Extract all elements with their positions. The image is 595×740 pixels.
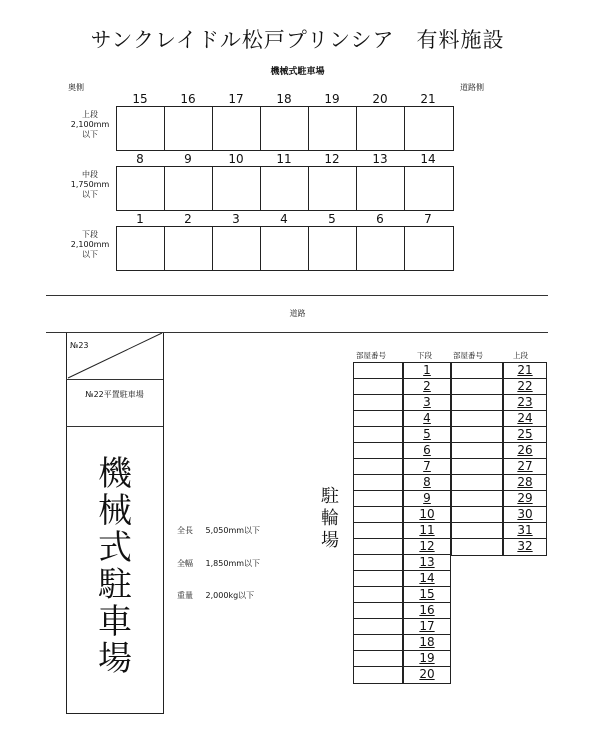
- level-limit: 2,100mm: [70, 240, 110, 249]
- bike-slot-number: 10: [404, 507, 450, 523]
- room-number-cell: [354, 443, 402, 459]
- room-number-cell: [354, 475, 402, 491]
- slot-number: 9: [184, 152, 192, 166]
- bike-slot-number: 18: [404, 635, 450, 651]
- room-number-cell: [354, 539, 402, 555]
- room-number-cell: [354, 587, 402, 603]
- level-limit: 2,100mm: [70, 120, 110, 129]
- bike-slot-number: 22: [504, 379, 546, 395]
- slot-number: 5: [328, 212, 336, 226]
- spec-weight: [177, 590, 254, 601]
- spec-value: 5,050mm以下: [205, 526, 261, 535]
- slot-number: 20: [372, 92, 388, 106]
- bike-slot-number: 19: [404, 651, 450, 667]
- parking-slot: [165, 167, 213, 210]
- bike-slot-number: 4: [404, 411, 450, 427]
- bike-slot-number: 27: [504, 459, 546, 475]
- bike-slot-number: 15: [404, 587, 450, 603]
- room-number-cell: [452, 411, 502, 427]
- slot-number: 18: [276, 92, 292, 106]
- bike-slot-number: 7: [404, 459, 450, 475]
- bike-slot-number: 11: [404, 523, 450, 539]
- room-number-cell: [354, 395, 402, 411]
- level-name: 上段: [82, 110, 98, 119]
- parking-slot: [213, 167, 261, 210]
- parking-slot: [213, 227, 261, 270]
- parking-slot: [309, 167, 357, 210]
- spec-label: 全幅: [177, 559, 193, 568]
- lower-level-label: [64, 230, 116, 260]
- level-name: 中段: [82, 170, 98, 179]
- vertical-char: 機: [98, 454, 132, 494]
- slot-number: 16: [180, 92, 196, 106]
- bike-slot-number: 30: [504, 507, 546, 523]
- spec-label: 全長: [177, 526, 193, 535]
- room-number-cell: [452, 395, 502, 411]
- vertical-char: 械: [98, 491, 132, 531]
- parking-slot: [165, 227, 213, 270]
- middle-level-grid: [116, 166, 454, 211]
- bike-slot-number: 20: [419, 667, 435, 681]
- middle-level-label: [64, 170, 116, 200]
- bike-slot-number: 12: [404, 539, 450, 555]
- level-note: 以下: [82, 130, 98, 139]
- slot-number: 15: [132, 92, 148, 106]
- vertical-char: 式: [98, 528, 132, 568]
- room-number-cell: [452, 523, 502, 539]
- bike-slot-number: 21: [504, 363, 546, 379]
- room-number-cell: [354, 651, 402, 667]
- spec-value: 2,000kg以下: [205, 591, 255, 600]
- parking-slot: [117, 227, 165, 270]
- slot-number: 3: [232, 212, 240, 226]
- parking-slot: [357, 107, 405, 150]
- header-upper: 上段: [513, 351, 528, 360]
- no23-label: №23: [70, 341, 89, 350]
- room-number-cell: [452, 475, 502, 491]
- parking-slot: [309, 107, 357, 150]
- header-lower: 下段: [417, 351, 432, 360]
- parking-slot: [261, 167, 309, 210]
- level-name: 下段: [82, 230, 98, 239]
- room-number-cell: [354, 427, 402, 443]
- slot-number: 6: [376, 212, 384, 226]
- vertical-char: 場: [98, 639, 132, 679]
- slot-number: 11: [276, 152, 292, 166]
- room-number-cell: [452, 443, 502, 459]
- slot-number: 2: [184, 212, 192, 226]
- parking-subtitle: 機械式駐車場: [270, 67, 325, 77]
- slot-number: 12: [324, 152, 340, 166]
- bike-slot-number: 17: [404, 619, 450, 635]
- bike-slot-number: 23: [504, 395, 546, 411]
- bike-slot-number: 28: [504, 475, 546, 491]
- level-limit: 1,750mm: [70, 180, 110, 189]
- room-number-cell: [354, 459, 402, 475]
- room-number-cell: [354, 619, 402, 635]
- room-number-cell: [354, 363, 402, 379]
- no22-label: №22平置駐車場: [85, 390, 144, 399]
- room-number-cell: [452, 363, 502, 379]
- lot-divider-2: [66, 426, 163, 427]
- slot-number: 13: [372, 152, 388, 166]
- bike-slot-number: 2: [404, 379, 450, 395]
- parking-slot: [261, 107, 309, 150]
- lower-slot-column: [403, 362, 451, 684]
- slot-number: 14: [420, 152, 436, 166]
- bike-slot-number: 9: [404, 491, 450, 507]
- bike-slot-number: 6: [404, 443, 450, 459]
- room-number-cell: [354, 635, 402, 651]
- vertical-char: 輪: [321, 508, 339, 529]
- level-note: 以下: [82, 190, 98, 199]
- room-number-cell: [354, 571, 402, 587]
- lot-divider-1: [66, 379, 163, 380]
- slot-number: 19: [324, 92, 340, 106]
- back-side-label: 奥側: [68, 83, 84, 92]
- slot-number: 21: [420, 92, 436, 106]
- bike-slot-number: 3: [404, 395, 450, 411]
- bike-slot-number: 32: [517, 539, 533, 553]
- slot-number: 1: [136, 212, 144, 226]
- header-room-number-upper: 部屋番号: [453, 351, 483, 360]
- bike-slot-number: 16: [404, 603, 450, 619]
- room-number-cell: [354, 603, 402, 619]
- vertical-char: 車: [98, 602, 132, 642]
- parking-slot: [117, 167, 165, 210]
- lower-level-grid: [116, 226, 454, 271]
- room-number-cell: [354, 667, 402, 683]
- lower-numbers: [116, 212, 452, 226]
- parking-slot: [117, 107, 165, 150]
- spec-length: [177, 525, 260, 536]
- bike-slot-number: 25: [504, 427, 546, 443]
- bike-slot-number: 24: [504, 411, 546, 427]
- parking-slot: [165, 107, 213, 150]
- room-number-cell: [354, 507, 402, 523]
- bike-slot-number: 26: [504, 443, 546, 459]
- road-label: 道路: [289, 309, 306, 318]
- room-number-column-lower: [353, 362, 403, 684]
- bike-slot-number: 14: [404, 571, 450, 587]
- room-number-cell: [354, 491, 402, 507]
- spec-width: [177, 558, 260, 569]
- vertical-char: 場: [321, 530, 339, 551]
- bike-slot-number: 31: [504, 523, 546, 539]
- upper-level-label: [64, 110, 116, 140]
- road-top-line: [46, 295, 548, 296]
- road-side-label: 道路側: [460, 83, 484, 92]
- mechanical-parking-vertical-label: [90, 456, 140, 678]
- room-number-cell: [452, 459, 502, 475]
- upper-slot-column: [503, 362, 547, 556]
- room-number-cell: [452, 539, 502, 555]
- room-number-cell: [452, 427, 502, 443]
- bike-slot-number: 13: [404, 555, 450, 571]
- bike-slot-number: 5: [404, 427, 450, 443]
- bicycle-parking-vertical-label: [318, 486, 342, 552]
- room-number-cell: [452, 491, 502, 507]
- parking-slot: [213, 107, 261, 150]
- vertical-char: 駐: [98, 565, 132, 605]
- room-number-cell: [452, 379, 502, 395]
- level-note: 以下: [82, 250, 98, 259]
- slot-number: 7: [424, 212, 432, 226]
- parking-slot: [357, 167, 405, 210]
- parking-slot: [309, 227, 357, 270]
- slot-number: 4: [280, 212, 288, 226]
- header-room-number-lower: 部屋番号: [356, 351, 386, 360]
- slot-number: 10: [228, 152, 244, 166]
- upper-numbers: [116, 92, 452, 106]
- bike-slot-number: 8: [404, 475, 450, 491]
- room-number-cell: [452, 507, 502, 523]
- parking-slot: [261, 227, 309, 270]
- middle-numbers: [116, 152, 452, 166]
- room-number-cell: [354, 523, 402, 539]
- room-number-column-upper: [451, 362, 503, 556]
- parking-slot: [357, 227, 405, 270]
- spec-label: 重量: [177, 591, 193, 600]
- room-number-cell: [354, 555, 402, 571]
- vertical-char: 駐: [321, 486, 339, 507]
- bike-slot-number: 29: [504, 491, 546, 507]
- room-number-cell: [354, 411, 402, 427]
- spec-value: 1,850mm以下: [205, 559, 261, 568]
- page-title: サンクレイドル松戸プリンシア 有料施設: [90, 28, 505, 52]
- slot-number: 17: [228, 92, 244, 106]
- upper-level-grid: [116, 106, 454, 151]
- bike-slot-number: 1: [404, 363, 450, 379]
- room-number-cell: [354, 379, 402, 395]
- slot-number: 8: [136, 152, 144, 166]
